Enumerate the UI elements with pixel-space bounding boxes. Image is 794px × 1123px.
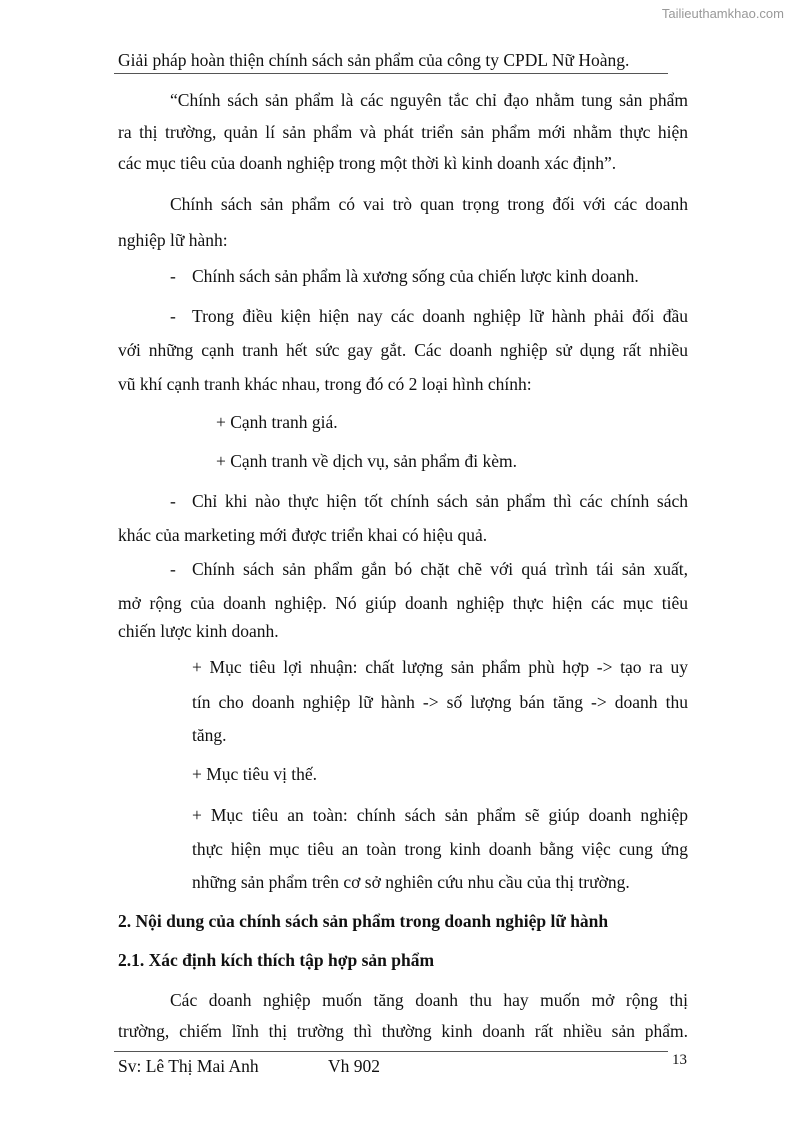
running-header: Giải pháp hoàn thiện chính sách sản phẩm của công ty CPDL Nữ Hoàng. — [118, 50, 630, 70]
text-line: + Cạnh tranh về dịch vụ, sản phẩm đi kèm. — [216, 451, 517, 471]
bullet-dash: - — [170, 306, 176, 326]
text-line: Các doanh nghiệp muốn tăng doanh thu hay muốn mở rộng thị — [170, 990, 688, 1010]
text-line: thực hiện mục tiêu an toàn trong kinh doanh bằng việc cung ứng — [192, 839, 688, 859]
text-line: Chính sách sản phẩm có vai trò quan trọng trong đối với các doanh — [170, 194, 688, 214]
text-line: Trong điều kiện hiện nay các doanh nghiệp lữ hành phải đối đầu — [192, 306, 688, 326]
text-line: với những cạnh tranh hết sức gay gắt. Các doanh nghiệp sử dụng rất nhiều — [118, 340, 688, 360]
footer-student: Sv: Lê Thị Mai Anh — [118, 1056, 259, 1076]
footer-rule — [114, 1051, 668, 1052]
header-rule — [114, 73, 668, 74]
section-heading: 2. Nội dung của chính sách sản phẩm trong doanh nghiệp lữ hành — [118, 911, 609, 931]
section-heading: 2.1. Xác định kích thích tập hợp sản phẩm — [118, 950, 435, 970]
text-line: “Chính sách sản phẩm là các nguyên tắc chỉ đạo nhằm tung sản phẩm — [170, 90, 688, 110]
text-line: vũ khí cạnh tranh khác nhau, trong đó có 2 loại hình chính: — [118, 374, 532, 394]
footer-class: Vh 902 — [328, 1056, 381, 1076]
text-line: mở rộng của doanh nghiệp. Nó giúp doanh nghiệp thực hiện các mục tiêu — [118, 593, 688, 613]
text-line: ra thị trường, quản lí sản phẩm và phát triển sản phẩm mới nhằm thực hiện — [118, 122, 688, 142]
watermark: Tailieuthamkhao.com — [661, 6, 784, 21]
page-number: 13 — [672, 1052, 687, 1068]
text-line: Chỉ khi nào thực hiện tốt chính sách sản phẩm thì các chính sách — [192, 491, 688, 511]
text-line: khác của marketing mới được triển khai có hiệu quả. — [118, 525, 488, 545]
text-line: + Mục tiêu lợi nhuận: chất lượng sản phẩm phù hợp -> tạo ra uy — [192, 657, 688, 677]
text-line: Chính sách sản phẩm là xương sống của chiến lược kinh doanh. — [192, 266, 639, 286]
text-line: các mục tiêu của doanh nghiệp trong một thời kì kinh doanh xác định”. — [118, 153, 617, 173]
text-line: + Cạnh tranh giá. — [216, 412, 338, 432]
bullet-dash: - — [170, 491, 176, 511]
text-line: những sản phẩm trên cơ sở nghiên cứu nhu cầu của thị trường. — [192, 872, 630, 892]
text-line: nghiệp lữ hành: — [118, 230, 228, 250]
bullet-dash: - — [170, 559, 176, 579]
text-line: + Mục tiêu an toàn: chính sách sản phẩm sẽ giúp doanh nghiệp — [192, 805, 688, 825]
text-line: chiến lược kinh doanh. — [118, 621, 279, 641]
text-line: Chính sách sản phẩm gắn bó chặt chẽ với quá trình tái sản xuất, — [192, 559, 688, 579]
text-line: + Mục tiêu vị thế. — [192, 764, 318, 784]
bullet-dash: - — [170, 266, 176, 286]
text-line: tín cho doanh nghiệp lữ hành -> số lượng bán tăng -> doanh thu — [192, 692, 688, 712]
text-line: tăng. — [192, 725, 227, 745]
text-line: trường, chiếm lĩnh thị trường thì thường kinh doanh rất nhiều sản phẩm. — [118, 1021, 688, 1041]
